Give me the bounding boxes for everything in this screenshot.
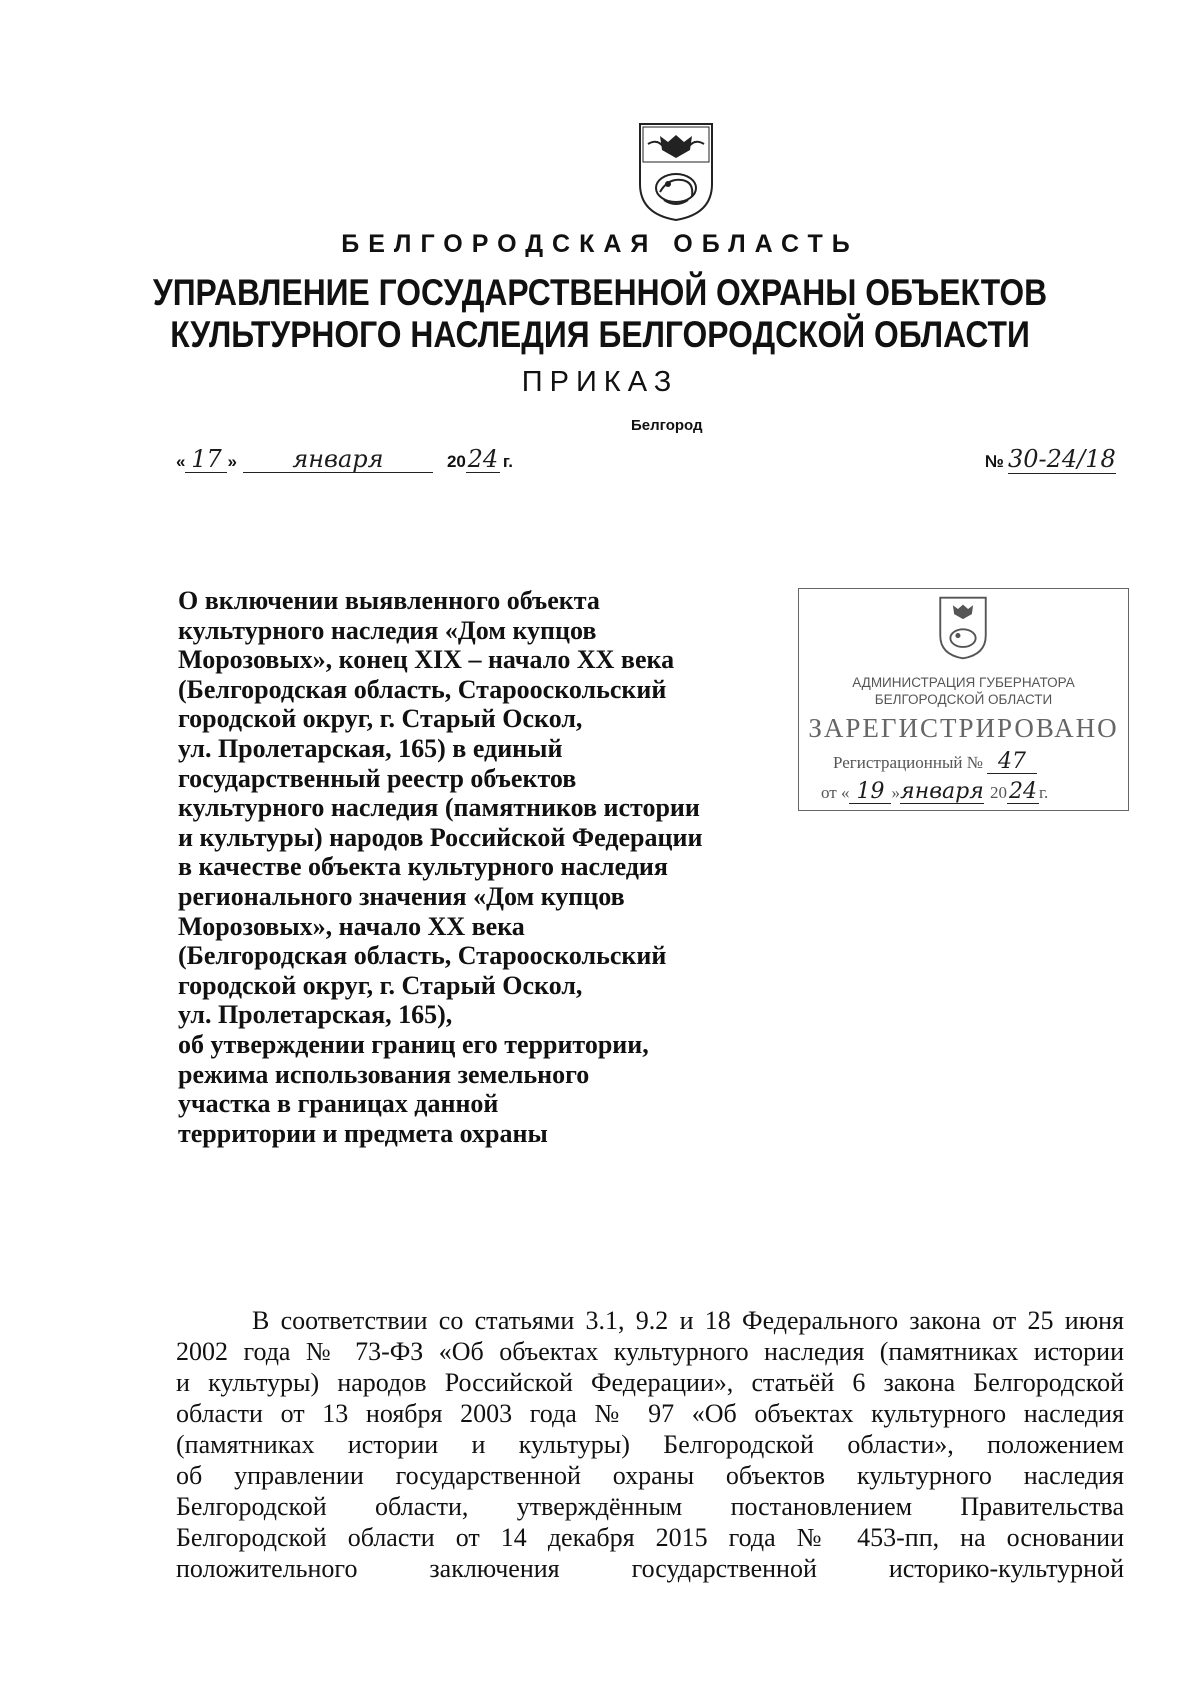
document-type: ПРИКАЗ (521, 366, 679, 398)
region-name: БЕЛГОРОДСКАЯ ОБЛАСТЬ (341, 230, 859, 258)
stamp-coat-of-arms-icon (939, 596, 987, 660)
stamp-org-line1: АДМИНИСТРАЦИЯ ГУБЕРНАТОРА (852, 675, 1075, 690)
title-line: О включении выявленного объекта (178, 586, 600, 615)
body-line: В соответствии со статьями 3.1, 9.2 и 18 Федерального закона от 25 июня (252, 1306, 1124, 1335)
stamp-year-suffix: 24 (1008, 779, 1037, 804)
stamp-registered: ЗАРЕГИСТРИРОВАНО (808, 713, 1119, 743)
stamp-date-close: » (891, 783, 900, 802)
title-line: об утверждении границ его территории, (178, 1029, 649, 1059)
date-open-quote: « (176, 452, 186, 471)
order-number (985, 446, 1116, 472)
title-line: участка в границах данной (178, 1089, 499, 1119)
department-name-line2: КУЛЬТУРНОГО НАСЛЕДИЯ БЕЛГОРОДСКОЙ ОБЛАСТИ (170, 314, 1030, 355)
title-line: (Белгородская область, Старооскольский (178, 941, 667, 971)
order-year: 24 (467, 445, 499, 473)
stamp-date-from: от « (821, 783, 850, 802)
body-line: и культуры) народов Российской Федерации», статьёй 6 закона Белгородской (176, 1368, 1124, 1397)
city-name: Белгород (631, 417, 703, 434)
title-line: и культуры) народов Российской Федерации (178, 822, 703, 852)
order-number-value: 30-24/18 (1007, 445, 1116, 473)
stamp-year-prefix: 20 (989, 783, 1007, 802)
year-prefix: 20 (446, 452, 466, 471)
title-line: Морозовых», начало XX века (178, 911, 525, 941)
stamp-year-unit: г. (1038, 783, 1049, 802)
title-line: культурного наследия (памятников истории (178, 793, 700, 823)
registration-stamp (798, 588, 1129, 811)
title-line: режима использования земельного (178, 1059, 590, 1089)
title-line: регионального значения «Дом купцов (178, 881, 625, 911)
body-line: Белгородской области от 14 декабря 2015 года № 453-пп, на основании (176, 1523, 1124, 1552)
body-line: 2002 года № 73-ФЗ «Об объектах культурного наследия (памятниках истории (176, 1337, 1124, 1366)
year-unit: г. (502, 452, 513, 471)
date-close-quote: » (227, 452, 237, 471)
coat-of-arms-icon (638, 122, 714, 222)
number-label: № (985, 452, 1004, 471)
body-paragraph (176, 1305, 1124, 1584)
title-line: Морозовых», конец XIX – начало XX века (178, 645, 675, 675)
stamp-reg-number-value: 47 (987, 751, 1037, 774)
order-month: января (243, 446, 433, 473)
order-date (176, 446, 513, 473)
stamp-reg-label: Регистрационный № (833, 753, 983, 772)
order-day: 17 (185, 446, 227, 473)
stamp-date-day: 19 (849, 781, 891, 804)
order-title (178, 586, 778, 1148)
title-line: ул. Пролетарская, 165) в единый (178, 733, 563, 763)
body-line: (памятниках истории и культуры) Белгородской области», положением (176, 1430, 1124, 1459)
body-line: области от 13 ноября 2003 года № 97 «Об объектах культурного наследия (176, 1399, 1124, 1428)
stamp-date (821, 781, 1048, 804)
title-line: городской округ, г. Старый Оскол, (178, 704, 583, 734)
title-line: ул. Пролетарская, 165), (178, 1000, 453, 1030)
stamp-date-month: января (900, 779, 984, 804)
title-line: (Белгородская область, Старооскольский (178, 674, 667, 704)
body-line: положительного заключения государственной историко-культурной (176, 1554, 1124, 1583)
stamp-org-line2: БЕЛГОРОДСКОЙ ОБЛАСТИ (874, 692, 1053, 707)
body-line: об управлении государственной охраны объектов культурного наследия (176, 1461, 1124, 1490)
title-line: в качестве объекта культурного наследия (178, 852, 668, 882)
department-name-line1: УПРАВЛЕНИЕ ГОСУДАРСТВЕННОЙ ОХРАНЫ ОБЪЕКТОВ (152, 272, 1048, 313)
title-line: территории и предмета охраны (178, 1118, 548, 1148)
title-line: городской округ, г. Старый Оскол, (178, 970, 583, 1000)
body-line: Белгородской области, утверждённым постановлением Правительства (176, 1492, 1124, 1521)
stamp-reg-number (833, 751, 1037, 774)
title-line: государственный реестр объектов (178, 763, 577, 793)
title-line: культурного наследия «Дом купцов (178, 615, 597, 645)
